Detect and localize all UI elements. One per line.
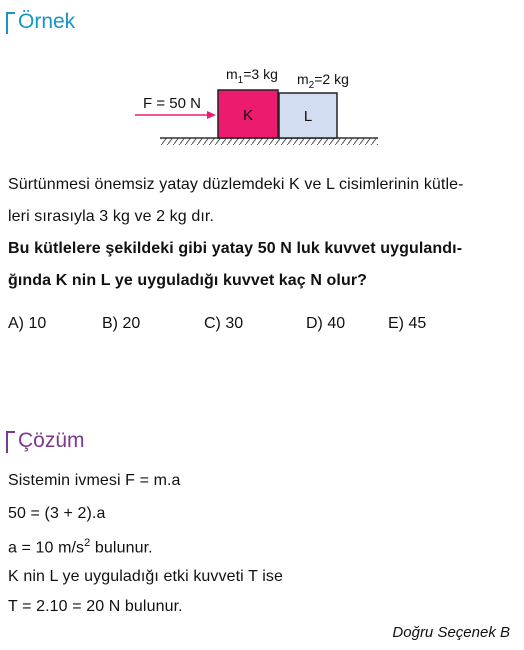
ground-surface	[160, 138, 378, 145]
solution-line-2: 50 = (3 + 2).a	[8, 505, 106, 522]
question-line-4: ğında K nin L ye uyguladığı kuvvet kaç N olur?	[8, 272, 368, 289]
solution-line-1: Sistemin ivmesi F = m.a	[8, 472, 181, 489]
block-k-label: K	[242, 107, 254, 124]
question-line-3: Bu kütlelere şekildeki gibi yatay 50 N luk kuvvet uygulandı-	[8, 240, 463, 257]
option-b[interactable]: B) 20	[102, 315, 141, 332]
question-line-2: leri sırasıyla 3 kg ve 2 kg dır.	[8, 208, 214, 225]
example-heading-text: Örnek	[18, 10, 76, 33]
physics-figure	[0, 0, 524, 160]
force-label: F = 50 N	[143, 95, 201, 112]
answer-options	[8, 315, 458, 337]
solution-line-4: K nin L ye uyguladığı etki kuvveti T ise	[8, 568, 283, 585]
option-d[interactable]: D) 40	[306, 315, 346, 332]
force-arrowhead	[207, 111, 216, 119]
block-l-label: L	[303, 108, 313, 125]
solution-line-3: a = 10 $m/s^2$ bulunur.	[8, 537, 153, 557]
question-line-1: Sürtünmesi önemsiz yatay düzlemdeki K ve L cisimlerinin kütle-	[8, 176, 464, 193]
heading-bracket	[6, 431, 15, 453]
solution-heading-text: Çözüm	[18, 429, 85, 452]
mass2-label: $m_2=2$ kg	[297, 71, 349, 91]
correct-answer: Doğru Seçenek B	[392, 624, 510, 641]
option-e[interactable]: E) 45	[388, 315, 427, 332]
option-a[interactable]: A) 10	[8, 315, 47, 332]
solution-line-5: T = 2.10 = 20 N bulunur.	[8, 598, 183, 615]
option-c[interactable]: C) 30	[204, 315, 244, 332]
mass1-label: $m_1=3$ kg	[226, 66, 278, 86]
